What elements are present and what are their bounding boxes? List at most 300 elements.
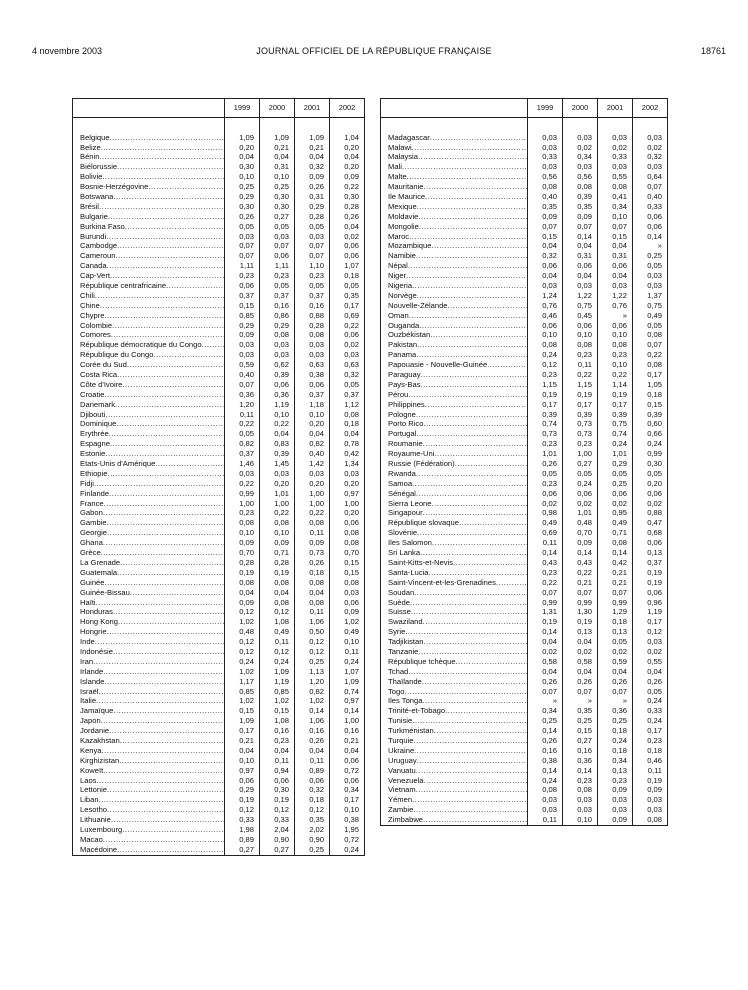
- table-row: [381, 509, 668, 519]
- coefficient-value: 0,09: [330, 608, 365, 618]
- country-label: Chypre .....: [80, 312, 224, 321]
- country-name: [381, 271, 528, 281]
- coefficient-value: 0,30: [330, 192, 365, 202]
- coefficient-value: 0,09: [295, 173, 330, 183]
- coefficient-value: 0,04: [528, 637, 563, 647]
- coefficient-value: 0,19: [633, 776, 668, 786]
- coefficient-value: 1,34: [330, 459, 365, 469]
- coefficient-value: 0,03: [260, 341, 295, 351]
- coefficient-value: 1,08: [260, 618, 295, 628]
- coefficient-value: 0,06: [260, 776, 295, 786]
- country-label: Danemark .....: [80, 401, 224, 410]
- coefficient-value: 0,04: [330, 746, 365, 756]
- coefficient-value: 0,76: [528, 301, 563, 311]
- coefficient-value: 0,08: [528, 182, 563, 192]
- coefficient-value: 0,05: [633, 687, 668, 697]
- coefficient-value: 0,69: [330, 311, 365, 321]
- spacer-cell: [73, 118, 225, 134]
- country-name: [381, 568, 528, 578]
- year-header: 2000: [563, 99, 598, 118]
- table-row: [73, 825, 365, 835]
- coefficient-value: 0,85: [225, 687, 260, 697]
- coefficient-value: 0,99: [225, 489, 260, 499]
- country-label: Papouasie - Nouvelle-Guinée .....: [388, 361, 527, 370]
- table-row: [381, 281, 668, 291]
- country-name: [73, 232, 225, 242]
- country-header: [73, 99, 225, 118]
- country-label: Santa-Lucia .....: [388, 569, 527, 578]
- table-row: [381, 499, 668, 509]
- coefficient-value: 0,40: [528, 192, 563, 202]
- coefficient-value: 1,17: [225, 677, 260, 687]
- country-name: [381, 430, 528, 440]
- coefficient-value: 1,09: [330, 677, 365, 687]
- country-name: [381, 806, 528, 816]
- country-name: [381, 341, 528, 351]
- coefficient-value: 0,15: [598, 232, 633, 242]
- coefficient-value: 0,03: [330, 469, 365, 479]
- coefficient-value: 0,37: [295, 291, 330, 301]
- coefficient-value: 0,42: [598, 558, 633, 568]
- coefficient-value: 0,26: [563, 677, 598, 687]
- coefficient-value: 0,64: [633, 173, 668, 183]
- country-name: [73, 548, 225, 558]
- table-row: [381, 301, 668, 311]
- coefficient-value: 0,24: [563, 479, 598, 489]
- table-row: [381, 182, 668, 192]
- country-label: Malaysia .....: [388, 153, 527, 162]
- table-row: [73, 736, 365, 746]
- table-row: [73, 628, 365, 638]
- country-label: Portugal .....: [388, 430, 527, 439]
- table-row: [73, 726, 365, 736]
- country-name: [73, 815, 225, 825]
- coefficient-value: 0,06: [330, 776, 365, 786]
- coefficient-value: 0,27: [563, 736, 598, 746]
- country-label: Uruguay .....: [388, 757, 527, 766]
- coefficient-value: 0,12: [225, 647, 260, 657]
- coefficient-value: 0,11: [260, 637, 295, 647]
- coefficient-value: 0,05: [225, 222, 260, 232]
- coefficient-value: 0,37: [260, 291, 295, 301]
- coefficient-value: 0,02: [528, 499, 563, 509]
- coefficient-value: 1,09: [225, 717, 260, 727]
- coefficient-value: 0,03: [528, 281, 563, 291]
- coefficient-value: 0,17: [563, 400, 598, 410]
- coefficient-value: 0,71: [598, 529, 633, 539]
- coefficient-value: 0,09: [225, 331, 260, 341]
- country-label: Botswana .....: [80, 193, 224, 202]
- country-name: [73, 687, 225, 697]
- coefficient-value: 0,03: [225, 351, 260, 361]
- country-name: [381, 707, 528, 717]
- table-row: [381, 410, 668, 420]
- coefficient-value: 0,19: [563, 618, 598, 628]
- coefficient-value: 0,14: [528, 766, 563, 776]
- coefficient-value: 0,26: [528, 677, 563, 687]
- coefficient-value: 0,18: [295, 796, 330, 806]
- country-name: [73, 677, 225, 687]
- coefficient-value: 0,89: [225, 835, 260, 845]
- table-row: [73, 281, 365, 291]
- country-name: [381, 459, 528, 469]
- country-name: [381, 242, 528, 252]
- country-label: Maroc .....: [388, 233, 527, 242]
- coefficient-value: 0,17: [225, 726, 260, 736]
- coefficient-value: 0,02: [563, 499, 598, 509]
- country-name: [73, 736, 225, 746]
- coefficient-value: 0,37: [633, 558, 668, 568]
- coefficient-value: 1,15: [528, 380, 563, 390]
- country-name: [381, 281, 528, 291]
- coefficient-value: 0,74: [598, 430, 633, 440]
- coefficient-value: 0,14: [563, 548, 598, 558]
- coefficient-value: 0,83: [260, 440, 295, 450]
- country-name: [381, 637, 528, 647]
- coefficient-value: 1,29: [598, 608, 633, 618]
- country-name: [381, 746, 528, 756]
- coefficient-value: 0,20: [225, 143, 260, 153]
- coefficient-value: 0,37: [225, 291, 260, 301]
- coefficient-value: 1,01: [598, 450, 633, 460]
- country-label: Irlande .....: [80, 668, 224, 677]
- coefficient-value: 0,97: [330, 489, 365, 499]
- coefficient-value: 0,07: [295, 252, 330, 262]
- coefficient-value: 0,03: [295, 351, 330, 361]
- coefficient-value: 0,04: [295, 746, 330, 756]
- country-label: Norvège .....: [388, 292, 527, 301]
- country-name: [73, 657, 225, 667]
- table-row: [73, 222, 365, 232]
- country-name: [381, 815, 528, 825]
- coefficient-value: 0,22: [330, 321, 365, 331]
- country-label: Paraguay .....: [388, 371, 527, 380]
- coefficient-value: 0,07: [633, 341, 668, 351]
- country-name: [381, 687, 528, 697]
- country-name: [381, 657, 528, 667]
- coefficient-value: 0,47: [633, 519, 668, 529]
- table-row: [73, 637, 365, 647]
- coefficient-value: 0,03: [563, 796, 598, 806]
- table-row: [73, 835, 365, 845]
- country-label: Népal .....: [388, 262, 527, 271]
- coefficient-value: 0,14: [598, 548, 633, 558]
- coefficient-value: 0,12: [260, 806, 295, 816]
- country-name: [73, 776, 225, 786]
- country-name: [73, 558, 225, 568]
- table-row: [73, 548, 365, 558]
- coefficient-value: 0,20: [295, 479, 330, 489]
- country-name: [73, 430, 225, 440]
- coefficient-value: 0,19: [563, 390, 598, 400]
- coefficient-value: 0,06: [225, 776, 260, 786]
- coefficient-value: 0,02: [633, 647, 668, 657]
- table-row: [381, 450, 668, 460]
- country-label: Madagascar .....: [388, 134, 527, 143]
- country-name: [381, 786, 528, 796]
- country-name: [73, 806, 225, 816]
- coefficient-value: 0,30: [633, 459, 668, 469]
- coefficient-value: 0,21: [295, 143, 330, 153]
- coefficient-value: 0,88: [633, 509, 668, 519]
- country-label: Mauritanie .....: [388, 183, 527, 192]
- coefficient-value: 0,95: [598, 509, 633, 519]
- coefficient-value: 0,40: [225, 370, 260, 380]
- table-row: [73, 806, 365, 816]
- coefficient-value: 0,04: [330, 430, 365, 440]
- coefficient-value: 0,37: [330, 390, 365, 400]
- country-name: [73, 479, 225, 489]
- coefficient-value: 0,06: [598, 262, 633, 272]
- coefficient-value: 0,25: [295, 657, 330, 667]
- coefficient-value: 0,09: [528, 212, 563, 222]
- table-row: [73, 153, 365, 163]
- coefficient-value: 0,10: [225, 756, 260, 766]
- country-label: Kenya .....: [80, 747, 224, 756]
- table-row: [381, 143, 668, 153]
- coefficient-value: 1,13: [295, 667, 330, 677]
- table-row: [381, 360, 668, 370]
- coefficient-value: 0,07: [563, 222, 598, 232]
- coefficient-value: 0,11: [260, 756, 295, 766]
- table-row: [381, 618, 668, 628]
- coefficient-value: 0,07: [225, 242, 260, 252]
- coefficient-value: 0,06: [260, 380, 295, 390]
- coefficient-value: 0,04: [330, 153, 365, 163]
- country-label: République slovaque .....: [388, 519, 527, 528]
- coefficient-value: 0,97: [225, 766, 260, 776]
- country-label: France .....: [80, 500, 224, 509]
- coefficient-value: 0,82: [295, 440, 330, 450]
- coefficient-value: 0,29: [225, 786, 260, 796]
- table-row: [73, 608, 365, 618]
- country-name: [73, 766, 225, 776]
- coefficient-value: 0,35: [330, 291, 365, 301]
- country-label: Jamaïque .....: [80, 707, 224, 716]
- coefficient-value: 0,09: [598, 815, 633, 825]
- coefficient-value: 0,09: [295, 539, 330, 549]
- coefficient-value: 0,23: [225, 509, 260, 519]
- country-name: [73, 341, 225, 351]
- coefficient-value: 0,97: [330, 697, 365, 707]
- country-label: Biélorussie .....: [80, 163, 224, 172]
- coefficient-value: 0,24: [633, 717, 668, 727]
- country-name: [73, 539, 225, 549]
- table-row: [381, 815, 668, 825]
- country-label: Slovénie .....: [388, 529, 527, 538]
- coefficient-value: 0,73: [528, 430, 563, 440]
- country-label: Finlande .....: [80, 490, 224, 499]
- coefficient-value: 0,09: [225, 539, 260, 549]
- coefficient-value: 0,06: [330, 242, 365, 252]
- country-name: [73, 370, 225, 380]
- country-label: Guinée .....: [80, 579, 224, 588]
- coefficient-value: 0,10: [563, 331, 598, 341]
- coefficient-value: 0,31: [260, 163, 295, 173]
- coefficient-value: 0,26: [295, 558, 330, 568]
- coefficient-value: 0,58: [528, 657, 563, 667]
- table-row: [73, 618, 365, 628]
- country-name: [381, 796, 528, 806]
- coefficient-value: 0,07: [225, 380, 260, 390]
- country-name: [381, 252, 528, 262]
- coefficient-value: 0,34: [598, 756, 633, 766]
- country-label: Guinée-Bissau .....: [80, 589, 224, 598]
- coefficient-value: 0,35: [528, 202, 563, 212]
- coefficient-value: 1,05: [633, 380, 668, 390]
- country-label: Brésil .....: [80, 203, 224, 212]
- coefficient-value: 0,63: [295, 360, 330, 370]
- country-label: Laos .....: [80, 777, 224, 786]
- coefficient-value: 0,22: [563, 370, 598, 380]
- coefficient-value: 0,26: [225, 212, 260, 222]
- country-label: Cameroun .....: [80, 252, 224, 261]
- coefficient-value: 0,03: [260, 232, 295, 242]
- coefficient-value: 0,36: [260, 390, 295, 400]
- coefficient-value: 0,40: [295, 450, 330, 460]
- coefficient-value: 2,02: [295, 825, 330, 835]
- coefficient-value: 1,09: [225, 133, 260, 143]
- country-label: Vanuatu .....: [388, 767, 527, 776]
- table-row: [73, 133, 365, 143]
- coefficient-value: 0,02: [598, 499, 633, 509]
- country-name: [73, 588, 225, 598]
- country-name: [73, 311, 225, 321]
- country-name: [73, 499, 225, 509]
- table-row: [73, 697, 365, 707]
- country-label: Chine .....: [80, 302, 224, 311]
- coefficient-value: 0,32: [633, 153, 668, 163]
- coefficient-value: 1,19: [633, 608, 668, 618]
- country-label: Erythrée .....: [80, 430, 224, 439]
- coefficient-value: 0,04: [260, 153, 295, 163]
- table-row: [381, 262, 668, 272]
- coefficient-value: 0,03: [528, 143, 563, 153]
- country-label: Cambodge .....: [80, 242, 224, 251]
- table-row: [381, 657, 668, 667]
- coefficient-value: 0,48: [563, 519, 598, 529]
- country-label: Pays-Bas .....: [388, 381, 527, 390]
- coefficient-value: 0,74: [528, 420, 563, 430]
- coefficient-value: 0,07: [528, 588, 563, 598]
- coefficient-value: 0,36: [598, 707, 633, 717]
- coefficient-value: 0,19: [528, 618, 563, 628]
- coefficient-value: 0,04: [330, 222, 365, 232]
- coefficient-value: 0,05: [633, 262, 668, 272]
- country-name: [73, 222, 225, 232]
- coefficient-value: 0,17: [598, 400, 633, 410]
- coefficient-value: 0,26: [528, 459, 563, 469]
- table-row: [381, 430, 668, 440]
- table-row: [381, 637, 668, 647]
- coefficient-value: 1,00: [225, 499, 260, 509]
- coefficient-value: 0,28: [260, 558, 295, 568]
- coefficient-value: 0,38: [528, 756, 563, 766]
- coefficient-value: 0,02: [330, 341, 365, 351]
- coefficient-value: 0,03: [528, 163, 563, 173]
- coefficient-value: 0,02: [598, 647, 633, 657]
- table-row: [381, 746, 668, 756]
- coefficient-value: 0,21: [563, 578, 598, 588]
- country-name: [73, 726, 225, 736]
- coefficient-value: 0,98: [528, 509, 563, 519]
- coefficient-value: 0,23: [598, 351, 633, 361]
- country-label: Malte .....: [388, 173, 527, 182]
- coefficient-value: 0,03: [330, 588, 365, 598]
- table-row: [381, 400, 668, 410]
- coefficient-value: 0,72: [330, 766, 365, 776]
- coefficient-value: 1,04: [330, 133, 365, 143]
- coefficient-value: 0,20: [633, 479, 668, 489]
- coefficient-value: 0,05: [633, 469, 668, 479]
- country-label: Sénégal .....: [388, 490, 527, 499]
- country-name: [73, 578, 225, 588]
- spacer-cell: [225, 118, 260, 134]
- coefficient-value: 0,30: [260, 786, 295, 796]
- coefficient-value: 0,03: [295, 469, 330, 479]
- page-number: 18761: [700, 46, 726, 56]
- coefficient-value: 0,03: [598, 806, 633, 816]
- coefficient-value: 0,04: [598, 242, 633, 252]
- coefficient-value: 0,03: [598, 133, 633, 143]
- coefficient-value: 0,18: [598, 618, 633, 628]
- country-label: Luxembourg .....: [80, 826, 224, 835]
- table-row: [73, 360, 365, 370]
- table-row: [381, 489, 668, 499]
- coefficient-value: 0,30: [225, 163, 260, 173]
- coefficient-value: 0,07: [633, 182, 668, 192]
- coefficient-value: 1,46: [225, 459, 260, 469]
- coefficient-value: 0,70: [225, 548, 260, 558]
- coefficient-value: 0,04: [260, 746, 295, 756]
- coefficient-value: 0,96: [633, 598, 668, 608]
- coefficient-value: 0,08: [225, 578, 260, 588]
- coefficient-value: 0,10: [528, 331, 563, 341]
- coefficient-value: 0,24: [225, 657, 260, 667]
- country-name: [73, 459, 225, 469]
- coefficient-value: 0,74: [330, 687, 365, 697]
- table-row: [381, 756, 668, 766]
- country-name: [73, 835, 225, 845]
- table-row: [73, 598, 365, 608]
- country-label: Canada .....: [80, 262, 224, 271]
- country-label: Georgie .....: [80, 529, 224, 538]
- table-row: [73, 341, 365, 351]
- country-label: Comores .....: [80, 331, 224, 340]
- table-row: [73, 519, 365, 529]
- coefficient-value: 1,01: [260, 489, 295, 499]
- coefficient-value: 0,03: [633, 133, 668, 143]
- coefficient-value: 0,49: [598, 519, 633, 529]
- coefficient-value: 0,56: [528, 173, 563, 183]
- table-row: [381, 677, 668, 687]
- country-name: [73, 509, 225, 519]
- table-row: [73, 232, 365, 242]
- coefficient-value: 0,15: [528, 232, 563, 242]
- coefficient-value: 1,45: [260, 459, 295, 469]
- coefficient-value: 0,06: [598, 489, 633, 499]
- table-row: [73, 766, 365, 776]
- coefficient-value: 0,08: [633, 815, 668, 825]
- coefficient-value: 1,00: [295, 499, 330, 509]
- country-name: [381, 578, 528, 588]
- country-name: [381, 529, 528, 539]
- coefficient-value: 0,05: [295, 222, 330, 232]
- coefficient-value: 0,88: [295, 311, 330, 321]
- country-name: [73, 628, 225, 638]
- table-row: [73, 173, 365, 183]
- country-label: Haïti .....: [80, 599, 224, 608]
